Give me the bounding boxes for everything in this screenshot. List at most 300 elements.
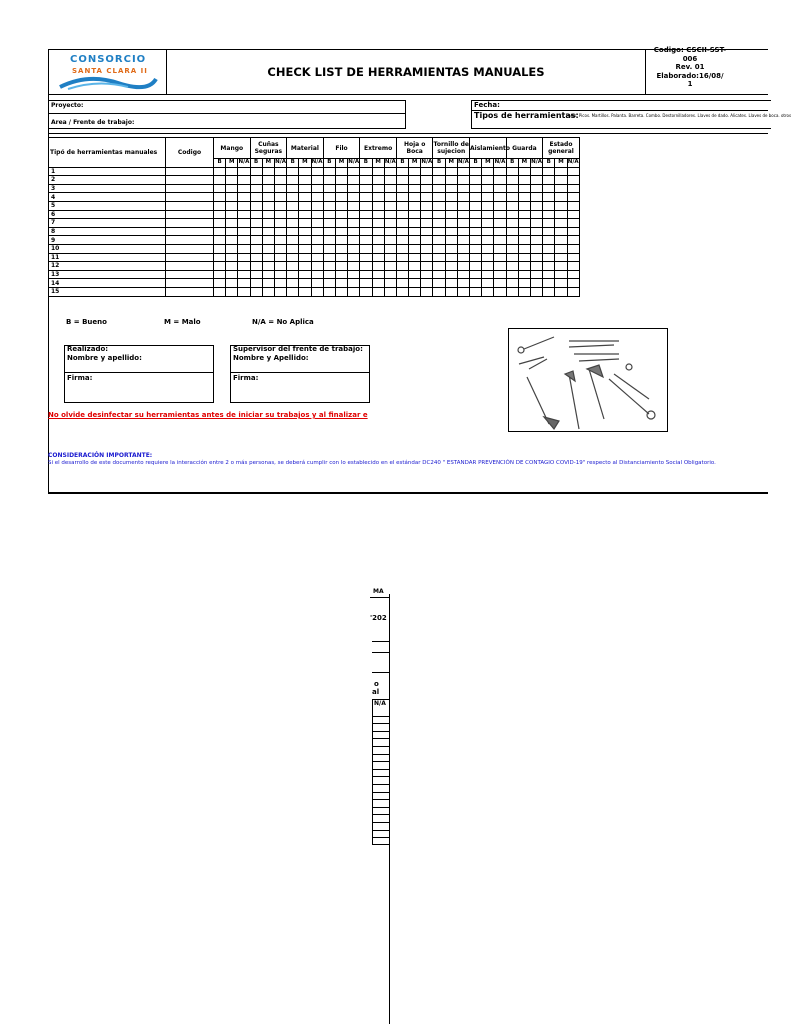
- check-cell[interactable]: [287, 219, 299, 228]
- check-cell[interactable]: [567, 201, 579, 210]
- check-cell[interactable]: [506, 219, 518, 228]
- check-cell[interactable]: [299, 287, 311, 296]
- check-cell[interactable]: [555, 236, 567, 245]
- check-cell[interactable]: [470, 236, 482, 245]
- check-cell[interactable]: [372, 253, 384, 262]
- check-cell[interactable]: [226, 201, 238, 210]
- check-cell[interactable]: [214, 279, 226, 288]
- check-cell[interactable]: [567, 176, 579, 185]
- check-cell[interactable]: [348, 176, 360, 185]
- check-cell[interactable]: [311, 262, 323, 271]
- check-cell[interactable]: [323, 201, 335, 210]
- check-cell[interactable]: [287, 287, 299, 296]
- code-cell[interactable]: [166, 184, 214, 193]
- check-cell[interactable]: [396, 244, 408, 253]
- check-cell[interactable]: [543, 227, 555, 236]
- check-cell[interactable]: [543, 287, 555, 296]
- check-cell[interactable]: [323, 176, 335, 185]
- check-cell[interactable]: [445, 201, 457, 210]
- check-cell[interactable]: [311, 167, 323, 176]
- check-cell[interactable]: [299, 176, 311, 185]
- check-cell[interactable]: [238, 184, 250, 193]
- check-cell[interactable]: [421, 279, 433, 288]
- check-cell[interactable]: [238, 236, 250, 245]
- check-cell[interactable]: [323, 236, 335, 245]
- check-cell[interactable]: [323, 262, 335, 271]
- check-cell[interactable]: [555, 262, 567, 271]
- check-cell[interactable]: [311, 244, 323, 253]
- check-cell[interactable]: [262, 167, 274, 176]
- check-cell[interactable]: [421, 287, 433, 296]
- check-cell[interactable]: [323, 287, 335, 296]
- check-cell[interactable]: [457, 236, 469, 245]
- check-cell[interactable]: [421, 210, 433, 219]
- check-cell[interactable]: [384, 219, 396, 228]
- check-cell[interactable]: [457, 193, 469, 202]
- check-cell[interactable]: [238, 279, 250, 288]
- check-cell[interactable]: [567, 167, 579, 176]
- check-cell[interactable]: [360, 244, 372, 253]
- check-cell[interactable]: [384, 201, 396, 210]
- check-cell[interactable]: [482, 219, 494, 228]
- check-cell[interactable]: [506, 210, 518, 219]
- check-cell[interactable]: [226, 176, 238, 185]
- check-cell[interactable]: [384, 279, 396, 288]
- check-cell[interactable]: [555, 270, 567, 279]
- check-cell[interactable]: [226, 167, 238, 176]
- code-cell[interactable]: [166, 193, 214, 202]
- check-cell[interactable]: [445, 253, 457, 262]
- check-cell[interactable]: [214, 184, 226, 193]
- check-cell[interactable]: [518, 193, 530, 202]
- check-cell[interactable]: [409, 167, 421, 176]
- check-cell[interactable]: [335, 279, 347, 288]
- check-cell[interactable]: [421, 201, 433, 210]
- check-cell[interactable]: [262, 193, 274, 202]
- check-cell[interactable]: [433, 253, 445, 262]
- check-cell[interactable]: [360, 253, 372, 262]
- check-cell[interactable]: [250, 244, 262, 253]
- check-cell[interactable]: [445, 193, 457, 202]
- check-cell[interactable]: [274, 227, 286, 236]
- check-cell[interactable]: [421, 193, 433, 202]
- check-cell[interactable]: [530, 167, 542, 176]
- check-cell[interactable]: [445, 219, 457, 228]
- check-cell[interactable]: [555, 219, 567, 228]
- check-cell[interactable]: [494, 270, 506, 279]
- check-cell[interactable]: [530, 201, 542, 210]
- check-cell[interactable]: [274, 253, 286, 262]
- check-cell[interactable]: [494, 244, 506, 253]
- check-cell[interactable]: [226, 210, 238, 219]
- check-cell[interactable]: [555, 227, 567, 236]
- check-cell[interactable]: [409, 236, 421, 245]
- check-cell[interactable]: [409, 262, 421, 271]
- check-cell[interactable]: [567, 244, 579, 253]
- check-cell[interactable]: [287, 184, 299, 193]
- check-cell[interactable]: [470, 167, 482, 176]
- check-cell[interactable]: [457, 227, 469, 236]
- check-cell[interactable]: [421, 262, 433, 271]
- check-cell[interactable]: [348, 201, 360, 210]
- check-cell[interactable]: [530, 193, 542, 202]
- check-cell[interactable]: [421, 253, 433, 262]
- check-cell[interactable]: [348, 253, 360, 262]
- check-cell[interactable]: [445, 262, 457, 271]
- check-cell[interactable]: [311, 236, 323, 245]
- check-cell[interactable]: [372, 279, 384, 288]
- check-cell[interactable]: [372, 270, 384, 279]
- check-cell[interactable]: [299, 270, 311, 279]
- check-cell[interactable]: [214, 262, 226, 271]
- check-cell[interactable]: [518, 167, 530, 176]
- check-cell[interactable]: [360, 193, 372, 202]
- check-cell[interactable]: [567, 270, 579, 279]
- check-cell[interactable]: [396, 201, 408, 210]
- check-cell[interactable]: [457, 244, 469, 253]
- check-cell[interactable]: [543, 262, 555, 271]
- check-cell[interactable]: [274, 167, 286, 176]
- check-cell[interactable]: [433, 193, 445, 202]
- check-cell[interactable]: [287, 236, 299, 245]
- check-cell[interactable]: [238, 193, 250, 202]
- check-cell[interactable]: [555, 287, 567, 296]
- check-cell[interactable]: [348, 279, 360, 288]
- check-cell[interactable]: [226, 219, 238, 228]
- check-cell[interactable]: [274, 270, 286, 279]
- check-cell[interactable]: [457, 201, 469, 210]
- check-cell[interactable]: [250, 219, 262, 228]
- check-cell[interactable]: [348, 184, 360, 193]
- check-cell[interactable]: [384, 184, 396, 193]
- check-cell[interactable]: [494, 193, 506, 202]
- check-cell[interactable]: [384, 227, 396, 236]
- check-cell[interactable]: [506, 262, 518, 271]
- check-cell[interactable]: [543, 244, 555, 253]
- check-cell[interactable]: [311, 287, 323, 296]
- check-cell[interactable]: [335, 201, 347, 210]
- check-cell[interactable]: [214, 236, 226, 245]
- check-cell[interactable]: [530, 262, 542, 271]
- check-cell[interactable]: [494, 279, 506, 288]
- check-cell[interactable]: [299, 227, 311, 236]
- check-cell[interactable]: [543, 219, 555, 228]
- check-cell[interactable]: [384, 176, 396, 185]
- check-cell[interactable]: [567, 236, 579, 245]
- check-cell[interactable]: [530, 210, 542, 219]
- check-cell[interactable]: [567, 287, 579, 296]
- check-cell[interactable]: [226, 236, 238, 245]
- check-cell[interactable]: [409, 244, 421, 253]
- check-cell[interactable]: [262, 201, 274, 210]
- check-cell[interactable]: [384, 210, 396, 219]
- check-cell[interactable]: [433, 210, 445, 219]
- check-cell[interactable]: [530, 184, 542, 193]
- check-cell[interactable]: [323, 253, 335, 262]
- check-cell[interactable]: [335, 253, 347, 262]
- check-cell[interactable]: [494, 219, 506, 228]
- check-cell[interactable]: [396, 279, 408, 288]
- check-cell[interactable]: [250, 227, 262, 236]
- check-cell[interactable]: [457, 184, 469, 193]
- check-cell[interactable]: [396, 287, 408, 296]
- check-cell[interactable]: [335, 167, 347, 176]
- check-cell[interactable]: [433, 227, 445, 236]
- check-cell[interactable]: [250, 176, 262, 185]
- check-cell[interactable]: [335, 270, 347, 279]
- check-cell[interactable]: [311, 227, 323, 236]
- check-cell[interactable]: [214, 201, 226, 210]
- check-cell[interactable]: [543, 270, 555, 279]
- check-cell[interactable]: [421, 227, 433, 236]
- check-cell[interactable]: [348, 227, 360, 236]
- check-cell[interactable]: [262, 227, 274, 236]
- check-cell[interactable]: [372, 287, 384, 296]
- code-cell[interactable]: [166, 244, 214, 253]
- check-cell[interactable]: [470, 201, 482, 210]
- check-cell[interactable]: [238, 201, 250, 210]
- check-cell[interactable]: [384, 236, 396, 245]
- check-cell[interactable]: [506, 193, 518, 202]
- check-cell[interactable]: [250, 270, 262, 279]
- check-cell[interactable]: [530, 287, 542, 296]
- check-cell[interactable]: [335, 287, 347, 296]
- code-cell[interactable]: [166, 236, 214, 245]
- check-cell[interactable]: [287, 279, 299, 288]
- check-cell[interactable]: [555, 244, 567, 253]
- check-cell[interactable]: [274, 244, 286, 253]
- check-cell[interactable]: [323, 167, 335, 176]
- check-cell[interactable]: [433, 167, 445, 176]
- check-cell[interactable]: [445, 270, 457, 279]
- check-cell[interactable]: [274, 210, 286, 219]
- check-cell[interactable]: [348, 219, 360, 228]
- check-cell[interactable]: [384, 253, 396, 262]
- check-cell[interactable]: [470, 184, 482, 193]
- check-cell[interactable]: [384, 167, 396, 176]
- check-cell[interactable]: [226, 270, 238, 279]
- check-cell[interactable]: [360, 270, 372, 279]
- check-cell[interactable]: [457, 167, 469, 176]
- check-cell[interactable]: [335, 184, 347, 193]
- check-cell[interactable]: [445, 227, 457, 236]
- check-cell[interactable]: [506, 279, 518, 288]
- check-cell[interactable]: [348, 244, 360, 253]
- check-cell[interactable]: [506, 184, 518, 193]
- check-cell[interactable]: [214, 270, 226, 279]
- check-cell[interactable]: [348, 167, 360, 176]
- check-cell[interactable]: [287, 210, 299, 219]
- check-cell[interactable]: [274, 193, 286, 202]
- check-cell[interactable]: [543, 210, 555, 219]
- check-cell[interactable]: [396, 227, 408, 236]
- check-cell[interactable]: [311, 270, 323, 279]
- check-cell[interactable]: [506, 253, 518, 262]
- check-cell[interactable]: [482, 244, 494, 253]
- check-cell[interactable]: [384, 287, 396, 296]
- check-cell[interactable]: [299, 262, 311, 271]
- check-cell[interactable]: [409, 253, 421, 262]
- check-cell[interactable]: [335, 219, 347, 228]
- check-cell[interactable]: [543, 176, 555, 185]
- check-cell[interactable]: [396, 210, 408, 219]
- check-cell[interactable]: [238, 287, 250, 296]
- check-cell[interactable]: [299, 201, 311, 210]
- check-cell[interactable]: [250, 287, 262, 296]
- check-cell[interactable]: [360, 287, 372, 296]
- code-cell[interactable]: [166, 227, 214, 236]
- check-cell[interactable]: [482, 236, 494, 245]
- check-cell[interactable]: [250, 236, 262, 245]
- check-cell[interactable]: [457, 287, 469, 296]
- check-cell[interactable]: [311, 193, 323, 202]
- check-cell[interactable]: [530, 253, 542, 262]
- check-cell[interactable]: [543, 279, 555, 288]
- check-cell[interactable]: [506, 244, 518, 253]
- check-cell[interactable]: [372, 262, 384, 271]
- check-cell[interactable]: [214, 193, 226, 202]
- check-cell[interactable]: [494, 236, 506, 245]
- check-cell[interactable]: [494, 227, 506, 236]
- check-cell[interactable]: [214, 210, 226, 219]
- check-cell[interactable]: [433, 279, 445, 288]
- check-cell[interactable]: [433, 270, 445, 279]
- check-cell[interactable]: [372, 201, 384, 210]
- check-cell[interactable]: [262, 253, 274, 262]
- check-cell[interactable]: [482, 279, 494, 288]
- check-cell[interactable]: [287, 227, 299, 236]
- check-cell[interactable]: [470, 176, 482, 185]
- check-cell[interactable]: [274, 184, 286, 193]
- check-cell[interactable]: [299, 210, 311, 219]
- check-cell[interactable]: [372, 184, 384, 193]
- check-cell[interactable]: [470, 193, 482, 202]
- check-cell[interactable]: [214, 176, 226, 185]
- code-cell[interactable]: [166, 287, 214, 296]
- check-cell[interactable]: [518, 253, 530, 262]
- check-cell[interactable]: [530, 270, 542, 279]
- check-cell[interactable]: [214, 244, 226, 253]
- check-cell[interactable]: [494, 176, 506, 185]
- check-cell[interactable]: [335, 227, 347, 236]
- check-cell[interactable]: [421, 167, 433, 176]
- code-cell[interactable]: [166, 219, 214, 228]
- check-cell[interactable]: [470, 210, 482, 219]
- check-cell[interactable]: [323, 193, 335, 202]
- check-cell[interactable]: [262, 176, 274, 185]
- check-cell[interactable]: [226, 287, 238, 296]
- check-cell[interactable]: [518, 236, 530, 245]
- check-cell[interactable]: [226, 262, 238, 271]
- check-cell[interactable]: [360, 279, 372, 288]
- check-cell[interactable]: [567, 184, 579, 193]
- check-cell[interactable]: [360, 236, 372, 245]
- check-cell[interactable]: [238, 167, 250, 176]
- check-cell[interactable]: [482, 184, 494, 193]
- check-cell[interactable]: [214, 167, 226, 176]
- check-cell[interactable]: [262, 184, 274, 193]
- check-cell[interactable]: [530, 176, 542, 185]
- check-cell[interactable]: [470, 279, 482, 288]
- check-cell[interactable]: [396, 236, 408, 245]
- check-cell[interactable]: [311, 184, 323, 193]
- check-cell[interactable]: [470, 287, 482, 296]
- code-cell[interactable]: [166, 262, 214, 271]
- check-cell[interactable]: [311, 210, 323, 219]
- check-cell[interactable]: [299, 184, 311, 193]
- check-cell[interactable]: [445, 244, 457, 253]
- check-cell[interactable]: [433, 244, 445, 253]
- check-cell[interactable]: [470, 270, 482, 279]
- check-cell[interactable]: [543, 184, 555, 193]
- check-cell[interactable]: [555, 279, 567, 288]
- check-cell[interactable]: [262, 262, 274, 271]
- check-cell[interactable]: [250, 262, 262, 271]
- check-cell[interactable]: [250, 253, 262, 262]
- code-cell[interactable]: [166, 210, 214, 219]
- check-cell[interactable]: [470, 253, 482, 262]
- check-cell[interactable]: [360, 219, 372, 228]
- check-cell[interactable]: [409, 279, 421, 288]
- check-cell[interactable]: [323, 279, 335, 288]
- check-cell[interactable]: [518, 201, 530, 210]
- check-cell[interactable]: [494, 253, 506, 262]
- check-cell[interactable]: [555, 210, 567, 219]
- check-cell[interactable]: [372, 244, 384, 253]
- check-cell[interactable]: [457, 253, 469, 262]
- check-cell[interactable]: [409, 219, 421, 228]
- check-cell[interactable]: [396, 167, 408, 176]
- check-cell[interactable]: [287, 167, 299, 176]
- check-cell[interactable]: [543, 253, 555, 262]
- check-cell[interactable]: [518, 270, 530, 279]
- check-cell[interactable]: [299, 193, 311, 202]
- check-cell[interactable]: [396, 219, 408, 228]
- check-cell[interactable]: [409, 270, 421, 279]
- check-cell[interactable]: [506, 201, 518, 210]
- check-cell[interactable]: [421, 270, 433, 279]
- check-cell[interactable]: [287, 201, 299, 210]
- check-cell[interactable]: [262, 236, 274, 245]
- check-cell[interactable]: [409, 287, 421, 296]
- check-cell[interactable]: [433, 201, 445, 210]
- check-cell[interactable]: [567, 227, 579, 236]
- check-cell[interactable]: [518, 287, 530, 296]
- check-cell[interactable]: [299, 219, 311, 228]
- check-cell[interactable]: [518, 262, 530, 271]
- check-cell[interactable]: [299, 253, 311, 262]
- check-cell[interactable]: [274, 279, 286, 288]
- check-cell[interactable]: [421, 236, 433, 245]
- check-cell[interactable]: [409, 184, 421, 193]
- check-cell[interactable]: [433, 219, 445, 228]
- check-cell[interactable]: [518, 227, 530, 236]
- check-cell[interactable]: [543, 193, 555, 202]
- check-cell[interactable]: [506, 236, 518, 245]
- check-cell[interactable]: [214, 219, 226, 228]
- check-cell[interactable]: [335, 210, 347, 219]
- check-cell[interactable]: [396, 176, 408, 185]
- check-cell[interactable]: [555, 167, 567, 176]
- check-cell[interactable]: [360, 167, 372, 176]
- check-cell[interactable]: [518, 279, 530, 288]
- check-cell[interactable]: [567, 253, 579, 262]
- check-cell[interactable]: [287, 176, 299, 185]
- check-cell[interactable]: [445, 236, 457, 245]
- check-cell[interactable]: [555, 201, 567, 210]
- check-cell[interactable]: [506, 176, 518, 185]
- code-cell[interactable]: [166, 270, 214, 279]
